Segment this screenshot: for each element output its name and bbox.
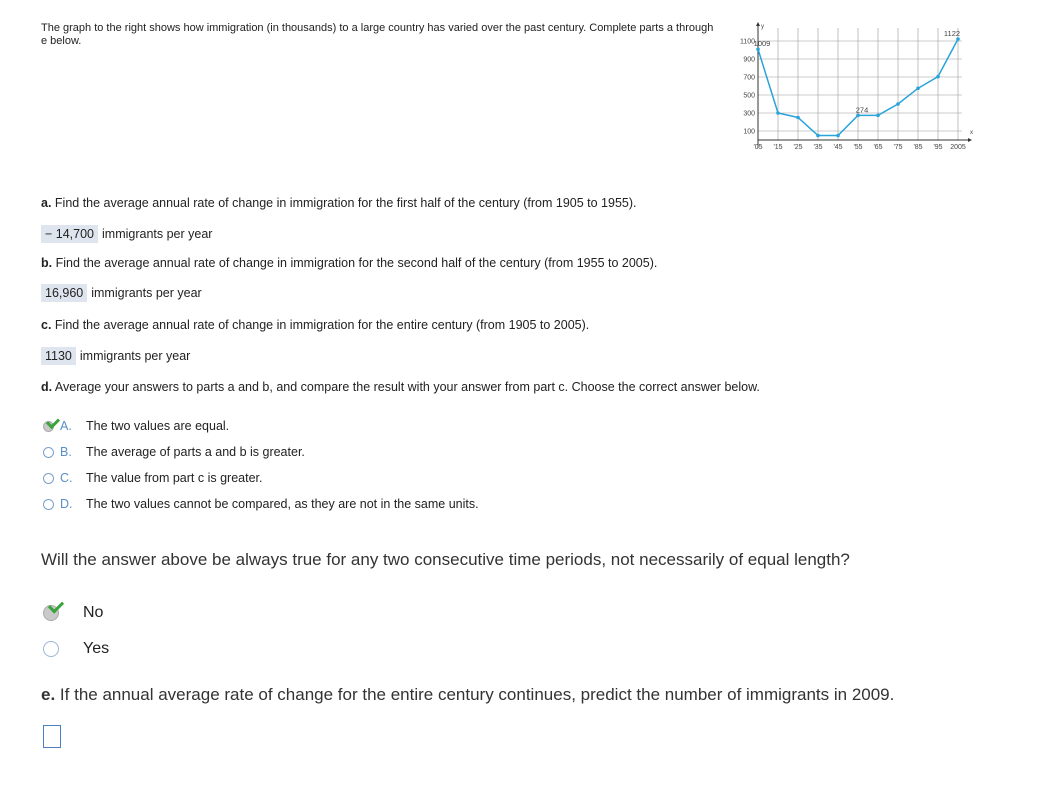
part-a-question: a. Find the average annual rate of change in immigration for the first half of the century (from 1905 to 1955).	[41, 196, 637, 210]
followup-question: Will the answer above be always true for any two consecutive time periods, not necessarily of equal length?	[41, 550, 850, 569]
y-tick-label: 500	[743, 92, 755, 100]
x-tick-label: 2005	[950, 144, 966, 151]
option-yes-radio[interactable]	[43, 641, 59, 657]
data-point	[916, 87, 920, 91]
option-c-radio[interactable]	[43, 473, 54, 484]
x-tick-label: '05	[753, 144, 763, 151]
option-no[interactable]: No	[43, 604, 103, 622]
data-point	[776, 111, 780, 115]
part-b-answer: 16,960 immigrants per year	[41, 284, 202, 302]
data-label: 274	[855, 105, 869, 115]
part-d-question: d. Average your answers to parts a and b, and compare the result with your answer from part c. Choose the correct answer below.	[41, 380, 760, 394]
data-point	[896, 102, 900, 106]
part-a-answer: − 14,700 immigrants per year	[41, 225, 212, 243]
option-a[interactable]: A. The two values are equal.	[43, 418, 229, 434]
y-tick-label: 300	[743, 110, 755, 118]
x-tick-label: '35	[813, 144, 823, 151]
data-point	[876, 114, 880, 118]
y-tick-label: 700	[743, 74, 755, 82]
y-axis-arrow	[756, 22, 760, 26]
option-a-radio[interactable]	[43, 421, 54, 432]
x-tick-label: '75	[893, 144, 903, 151]
x-tick-label: '45	[833, 144, 843, 151]
part-e-answer-input[interactable]	[43, 725, 61, 748]
data-point	[796, 116, 800, 120]
option-d-radio[interactable]	[43, 499, 54, 510]
part-b-question: b. Find the average annual rate of change in immigration for the second half of the century (from 1955 to 2005).	[41, 256, 658, 270]
option-d[interactable]: D. The two values cannot be compared, as they are not in the same units.	[43, 496, 479, 512]
x-tick-label: '15	[773, 144, 783, 151]
x-tick-label: '95	[933, 144, 943, 151]
option-c[interactable]: C. The value from part c is greater.	[43, 470, 262, 486]
part-a-answer-value: − 14,700	[41, 225, 98, 243]
data-point	[936, 75, 940, 79]
y-tick-label: 1100	[739, 38, 755, 46]
data-point	[816, 134, 820, 138]
intro-text: The graph to the right shows how immigration (in thousands) to a large country has varied over the past century. Complete parts a through e below.	[41, 22, 714, 47]
y-axis-label: y	[761, 24, 764, 30]
option-b-radio[interactable]	[43, 447, 54, 458]
option-b[interactable]: B. The average of parts a and b is greater.	[43, 444, 305, 460]
x-axis-label: x	[970, 130, 973, 136]
x-tick-label: '55	[853, 144, 863, 151]
x-tick-label: '85	[913, 144, 923, 151]
part-c-question: c. Find the average annual rate of change in immigration for the entire century (from 1905 to 2005).	[41, 318, 590, 332]
y-tick-label: 900	[743, 56, 755, 64]
chart-grid	[758, 28, 962, 140]
part-b-answer-value: 16,960	[41, 284, 87, 302]
x-tick-label: '65	[873, 144, 883, 151]
option-yes[interactable]: Yes	[43, 640, 109, 658]
x-axis-arrow	[968, 138, 972, 142]
data-label: 1122	[943, 29, 961, 39]
immigration-chart	[710, 20, 973, 160]
part-e-question: e. If the annual average rate of change for the entire century continues, predict the number of immigrants in 2009.	[41, 685, 895, 704]
x-tick-label: '25	[793, 144, 803, 151]
y-tick-label: 100	[743, 128, 755, 136]
chart-annotations	[754, 29, 960, 114]
data-label: 1009	[753, 39, 771, 49]
part-c-answer-value: 1130	[41, 347, 76, 365]
checkmark-icon	[46, 414, 60, 428]
option-no-radio[interactable]	[43, 605, 59, 621]
checkmark-icon	[48, 597, 64, 613]
data-point	[836, 134, 840, 138]
part-c-answer: 1130 immigrants per year	[41, 347, 190, 365]
